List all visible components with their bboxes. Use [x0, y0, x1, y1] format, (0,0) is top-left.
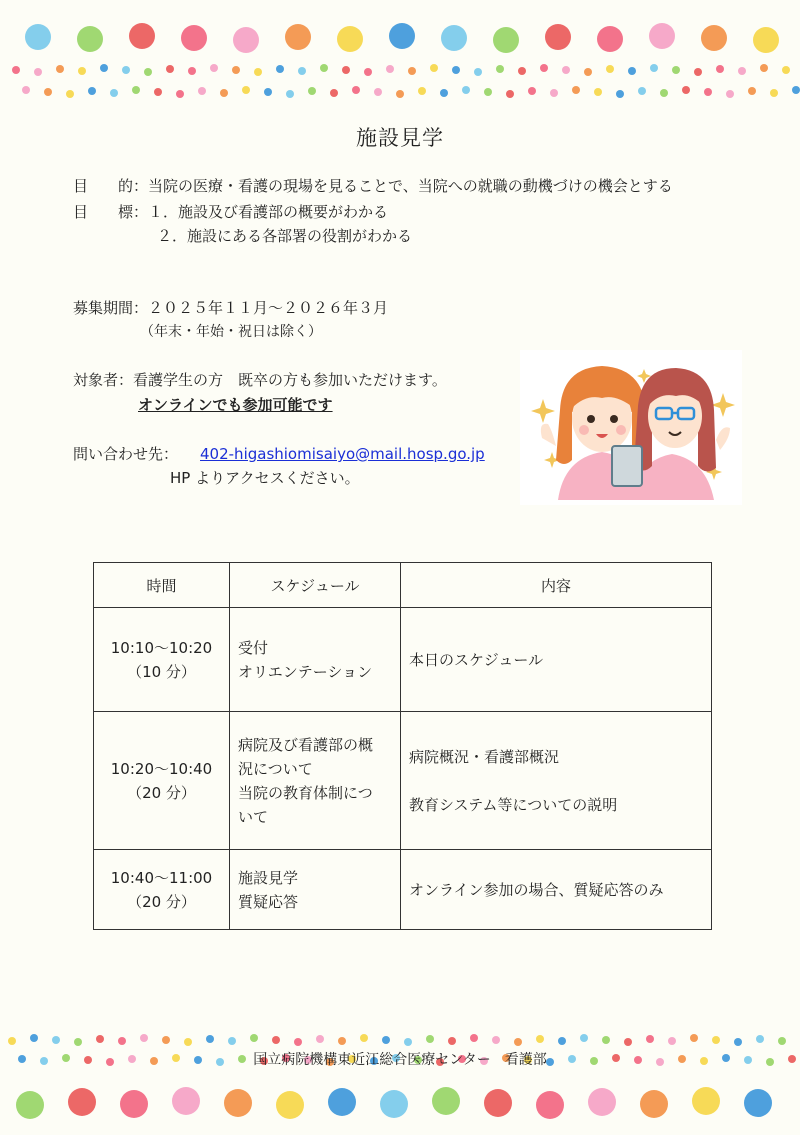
contact-line — [73, 444, 485, 464]
confetti-dot — [753, 27, 779, 53]
time-range: 10:10～10:20 — [110, 638, 213, 657]
schedule-line: オリエンテーション — [238, 662, 373, 681]
confetti-dot — [474, 68, 482, 76]
confetti-dot — [668, 1037, 676, 1045]
confetti-dot — [286, 90, 294, 98]
purpose-text: 当院の医療・看護の現場を見ることで、当院への就職の動機づけの機会とする — [148, 177, 673, 195]
schedule-line: 当院の教育体制につ — [238, 783, 373, 802]
table-row — [94, 608, 712, 712]
confetti-dot — [649, 23, 675, 49]
confetti-dot — [118, 1037, 126, 1045]
schedule-line: 施設見学 — [238, 868, 299, 887]
schedule-line: いて — [238, 807, 269, 826]
bottom-confetti-border — [0, 1025, 800, 1135]
confetti-dot — [68, 1088, 96, 1116]
contact-email-link[interactable]: 402-higashiomisaiyo@mail.hosp.go.jp — [200, 445, 485, 463]
confetti-dot — [528, 87, 536, 95]
purpose-label: 目 的： — [73, 177, 149, 195]
time-cell — [94, 712, 230, 850]
confetti-dot — [396, 90, 404, 98]
confetti-dot — [316, 1035, 324, 1043]
confetti-dot — [484, 1089, 512, 1117]
confetti-dot — [672, 66, 680, 74]
confetti-dot — [264, 88, 272, 96]
confetti-dot — [34, 68, 42, 76]
confetti-dot — [188, 67, 196, 75]
confetti-dot — [536, 1091, 564, 1119]
confetti-dot — [430, 64, 438, 72]
confetti-dot — [224, 1089, 252, 1117]
purpose-line — [73, 176, 673, 196]
confetti-dot — [364, 68, 372, 76]
confetti-dot — [660, 89, 668, 97]
confetti-dot — [12, 66, 20, 74]
confetti-dot — [734, 1038, 742, 1046]
time-cell — [94, 608, 230, 712]
goal-line-1 — [73, 202, 388, 222]
time-duration: （20 分） — [127, 783, 196, 802]
confetti-dot — [25, 24, 51, 50]
confetti-dot — [462, 86, 470, 94]
confetti-dot — [492, 1036, 500, 1044]
confetti-dot — [536, 1035, 544, 1043]
confetti-dot — [760, 64, 768, 72]
confetti-dot — [380, 1090, 408, 1118]
confetti-dot — [44, 88, 52, 96]
target-label: 対象者： — [73, 371, 134, 389]
confetti-dot — [52, 1036, 60, 1044]
confetti-dot — [408, 67, 416, 75]
top-confetti-border — [0, 0, 800, 105]
confetti-dot — [386, 65, 394, 73]
confetti-dot — [580, 1034, 588, 1042]
confetti-dot — [448, 1037, 456, 1045]
confetti-dot — [597, 26, 623, 52]
confetti-dot — [545, 24, 571, 50]
confetti-dot — [572, 86, 580, 94]
confetti-dot — [206, 1035, 214, 1043]
confetti-dot — [250, 1034, 258, 1042]
confetti-dot — [66, 90, 74, 98]
footer-organization: 国立病院機構東近江総合医療センター 看護部 — [253, 1052, 547, 1068]
confetti-dot — [646, 1035, 654, 1043]
confetti-dot — [272, 1036, 280, 1044]
confetti-dot — [100, 64, 108, 72]
confetti-dot — [432, 1087, 460, 1115]
confetti-dot — [716, 65, 724, 73]
schedule-cell — [230, 850, 401, 930]
time-duration: （10 分） — [127, 662, 196, 681]
confetti-dot — [704, 88, 712, 96]
confetti-dot — [452, 66, 460, 74]
online-note: オンラインでも参加可能です — [138, 396, 333, 414]
confetti-dot — [360, 1034, 368, 1042]
hp-note: HP よりアクセスください。 — [170, 469, 360, 487]
content-line: 教育システム等についての説明 — [409, 795, 618, 814]
confetti-dot — [228, 1037, 236, 1045]
confetti-dot — [132, 86, 140, 94]
confetti-dot — [88, 87, 96, 95]
confetti-dot — [96, 1035, 104, 1043]
recruit-line — [73, 298, 388, 318]
confetti-dot — [144, 68, 152, 76]
confetti-dot — [624, 1038, 632, 1046]
confetti-dot — [650, 64, 658, 72]
confetti-dot — [782, 66, 790, 74]
confetti-dot — [518, 67, 526, 75]
confetti-dot — [320, 64, 328, 72]
confetti-dot — [602, 1036, 610, 1044]
target-line — [73, 370, 447, 390]
recruit-label: 募集期間： — [73, 299, 149, 317]
confetti-dot — [470, 1034, 478, 1042]
confetti-dot — [588, 1088, 616, 1116]
goal-item-1: １．施設及び看護部の概要がわかる — [148, 203, 389, 221]
confetti-dot — [233, 27, 259, 53]
confetti-dot — [712, 1036, 720, 1044]
confetti-dot — [56, 65, 64, 73]
confetti-dot — [792, 86, 800, 94]
confetti-dot — [328, 1088, 356, 1116]
confetti-dot — [338, 1037, 346, 1045]
confetti-dot — [166, 65, 174, 73]
confetti-dot — [198, 87, 206, 95]
confetti-dot — [701, 25, 727, 51]
schedule-line: 病院及び看護部の概 — [238, 735, 374, 754]
confetti-dot — [606, 65, 614, 73]
contact-label: 問い合わせ先： — [73, 445, 179, 463]
confetti-dot — [22, 86, 30, 94]
confetti-dot — [496, 65, 504, 73]
content-cell — [401, 712, 712, 850]
confetti-dot — [748, 87, 756, 95]
confetti-dot — [308, 87, 316, 95]
confetti-dot — [220, 89, 228, 97]
confetti-dot — [562, 66, 570, 74]
confetti-dot — [404, 1038, 412, 1046]
confetti-dot — [594, 88, 602, 96]
confetti-dot — [726, 90, 734, 98]
schedule-line: 受付 — [238, 638, 269, 657]
confetti-dot — [638, 87, 646, 95]
confetti-dot — [584, 68, 592, 76]
confetti-dot — [558, 1037, 566, 1045]
confetti-dot — [210, 64, 218, 72]
confetti-dot — [162, 1036, 170, 1044]
confetti-dot — [690, 1034, 698, 1042]
confetti-dot — [440, 89, 448, 97]
recruit-note: （年末・年始・祝日は除く） — [140, 324, 322, 340]
confetti-dot — [389, 23, 415, 49]
time-range: 10:40～11:00 — [110, 868, 213, 887]
confetti-dot — [744, 1089, 772, 1117]
goal-label: 目 標： — [73, 203, 149, 221]
confetti-dot — [506, 90, 514, 98]
confetti-dot — [30, 1034, 38, 1042]
confetti-dot — [550, 89, 558, 97]
confetti-dot — [628, 67, 636, 75]
confetti-dot — [254, 68, 262, 76]
confetti-dot — [738, 67, 746, 75]
confetti-dot — [276, 65, 284, 73]
confetti-dot — [616, 90, 624, 98]
confetti-dot — [181, 25, 207, 51]
confetti-dot — [426, 1035, 434, 1043]
confetti-dot — [285, 24, 311, 50]
confetti-dot — [78, 67, 86, 75]
confetti-dot — [242, 86, 250, 94]
header-schedule: スケジュール — [230, 563, 401, 608]
confetti-dot — [276, 1091, 304, 1119]
confetti-dot — [514, 1038, 522, 1046]
schedule-line: 質疑応答 — [238, 892, 299, 911]
nurse-illustration — [520, 350, 742, 505]
time-duration: （20 分） — [127, 892, 196, 911]
confetti-dot — [418, 87, 426, 95]
confetti-dot — [756, 1035, 764, 1043]
content-line: 本日のスケジュール — [409, 650, 544, 669]
target-text: 看護学生の方 既卒の方も参加いただけます。 — [133, 371, 447, 389]
confetti-dot — [294, 1038, 302, 1046]
time-range: 10:20～10:40 — [110, 759, 213, 778]
table-row — [94, 850, 712, 930]
confetti-dot — [8, 1037, 16, 1045]
confetti-dot — [692, 1087, 720, 1115]
confetti-dot — [140, 1034, 148, 1042]
goal-item-2: ２．施設にある各部署の役割がわかる — [157, 227, 413, 245]
confetti-dot — [441, 25, 467, 51]
confetti-dot — [337, 26, 363, 52]
confetti-dot — [352, 86, 360, 94]
schedule-cell — [230, 608, 401, 712]
confetti-dot — [382, 1036, 390, 1044]
confetti-dot — [778, 1037, 786, 1045]
confetti-dot — [682, 86, 690, 94]
confetti-dot — [640, 1090, 668, 1118]
confetti-dot — [16, 1091, 44, 1119]
confetti-dot — [540, 64, 548, 72]
confetti-dot — [184, 1038, 192, 1046]
confetti-dot — [298, 67, 306, 75]
confetti-dot — [484, 88, 492, 96]
schedule-cell — [230, 712, 401, 850]
confetti-dot — [770, 89, 778, 97]
confetti-dot — [330, 89, 338, 97]
schedule-table — [93, 562, 712, 930]
table-row — [94, 712, 712, 850]
confetti-dot — [172, 1087, 200, 1115]
header-content: 内容 — [401, 563, 712, 608]
confetti-dot — [77, 26, 103, 52]
header-time: 時間 — [94, 563, 230, 608]
confetti-dot — [120, 1090, 148, 1118]
content-line: 病院概況・看護部概況 — [409, 747, 560, 766]
confetti-dot — [176, 90, 184, 98]
confetti-dot — [122, 66, 130, 74]
confetti-dot — [493, 27, 519, 53]
content-line: オンライン参加の場合、質疑応答のみ — [409, 880, 664, 899]
confetti-dot — [342, 66, 350, 74]
confetti-dot — [110, 89, 118, 97]
confetti-dot — [129, 23, 155, 49]
confetti-dot — [74, 1038, 82, 1046]
confetti-dot — [154, 88, 162, 96]
confetti-dot — [374, 88, 382, 96]
content-cell — [401, 850, 712, 930]
schedule-line: 況について — [238, 759, 313, 778]
content-cell — [401, 608, 712, 712]
page-title: 施設見学 — [356, 126, 444, 150]
time-cell — [94, 850, 230, 930]
confetti-dot — [232, 66, 240, 74]
recruit-period: ２０２５年１１月～２０２６年３月 — [148, 299, 389, 317]
confetti-dot — [694, 68, 702, 76]
table-header-row — [94, 563, 712, 608]
